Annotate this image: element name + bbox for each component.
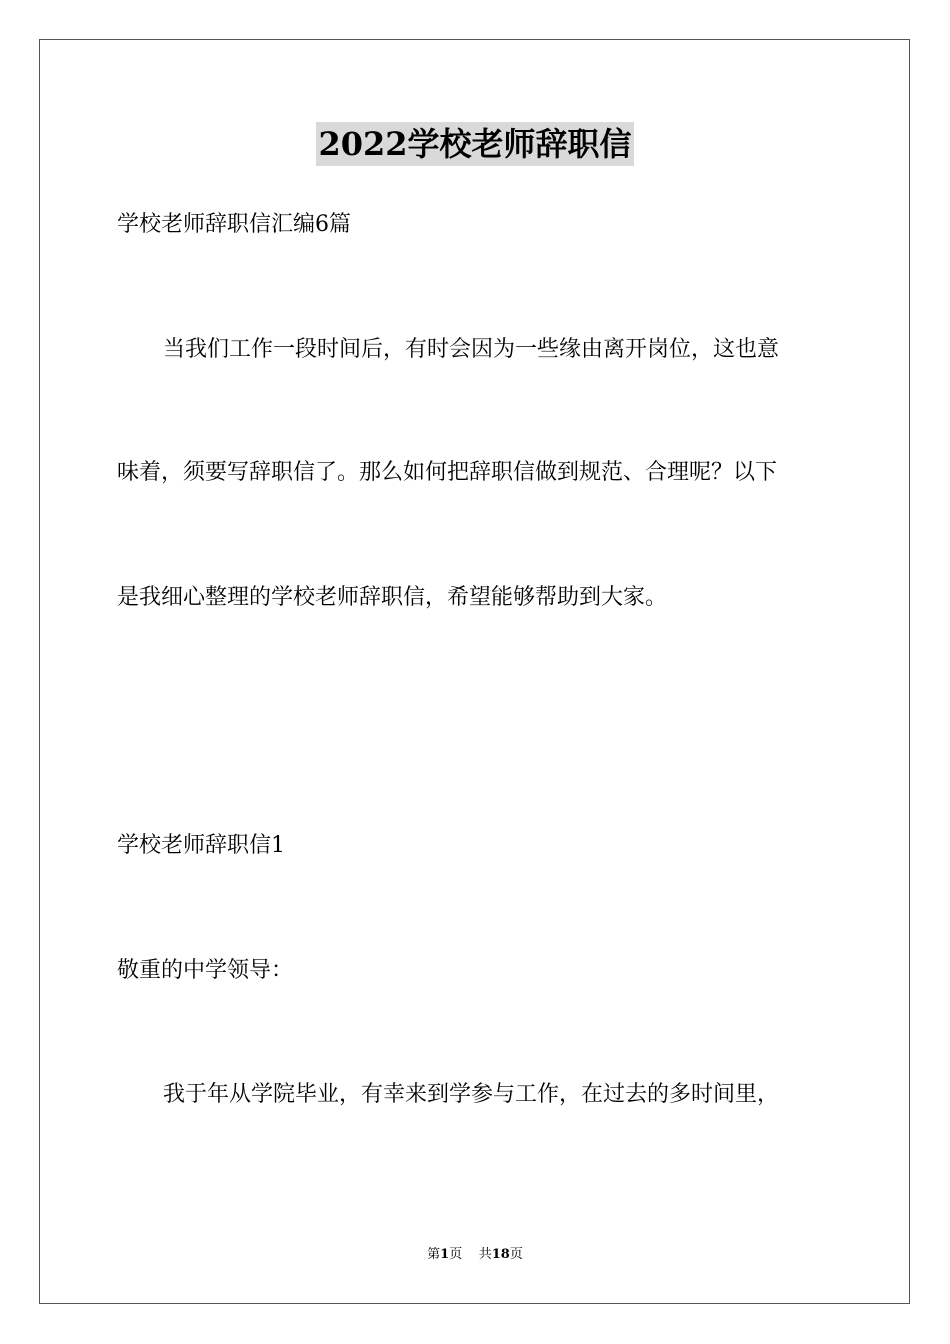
footer-page-prefix: 第 — [427, 1247, 441, 1262]
section-heading: 学校老师辞职信1 — [117, 833, 285, 858]
intro-line-3: 是我细心整理的学校老师辞职信，希望能够帮助到大家。 — [117, 585, 668, 610]
title-container — [0, 122, 950, 166]
body-line-1: 我于年从学院毕业，有幸来到学参与工作，在过去的多时间里， — [163, 1082, 780, 1107]
footer-page-suffix: 页 — [449, 1247, 463, 1262]
document-subtitle: 学校老师辞职信汇编6篇 — [117, 212, 351, 237]
footer-total-pages: 18 — [491, 1247, 510, 1262]
intro-line-1: 当我们工作一段时间后，有时会因为一些缘由离开岗位，这也意 — [163, 337, 780, 362]
footer-page-number: 1 — [440, 1247, 450, 1262]
footer-total-prefix: 共 — [478, 1247, 492, 1262]
salutation: 敬重的中学领导： — [117, 958, 294, 983]
page-footer — [0, 1246, 950, 1264]
document-title: 2022学校老师辞职信 — [316, 122, 633, 166]
footer-total-suffix: 页 — [509, 1247, 523, 1262]
intro-line-2: 味着，须要写辞职信了。那么如何把辞职信做到规范、合理呢？以下 — [117, 460, 778, 485]
